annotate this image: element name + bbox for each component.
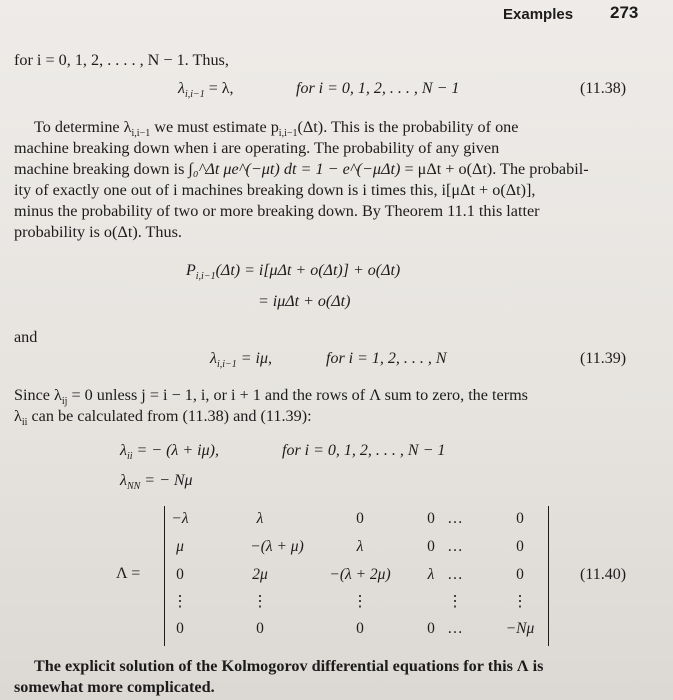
equation-11-38: $\lambda_{i,i-1} = \lambda$, <box>178 80 234 101</box>
equation-number-11-39: (11.39) <box>580 350 627 367</box>
and-word: and <box>14 328 38 346</box>
matrix-cell-r5c4: 0 <box>427 620 435 637</box>
equation-number-11-40: (11.40) <box>580 566 627 583</box>
equation-11-39: $\lambda_{i,i-1} = i\mu$, <box>210 350 273 371</box>
running-header-section: Examples <box>503 6 574 23</box>
closing-line-2: somewhat more complicated. <box>14 678 215 696</box>
matrix-cell-r5c5: … <box>447 620 463 637</box>
matrix-cell-r4c6: ⋮ <box>512 593 528 610</box>
probability-equation-line-2: = iμΔt + o(Δt) <box>258 293 351 310</box>
page-number: 273 <box>610 3 639 22</box>
matrix-cell-r3c5: … <box>447 566 463 583</box>
matrix-cell-r3c4: λ <box>427 566 435 583</box>
matrix-cell-r3c2: 2μ <box>252 566 268 583</box>
matrix-cell-r1c5: … <box>447 510 463 527</box>
matrix-cell-r2c6: 0 <box>516 538 524 555</box>
matrix-cell-r1c2: λ <box>256 510 264 527</box>
paragraph-1-line-5: minus the probability of two or more breaking down. By Theorem 11.1 this latter <box>14 202 540 220</box>
matrix-cell-r3c1: 0 <box>176 566 184 583</box>
paragraph-2-line-1: Since $\lambda_{ij} = 0$ unless j = i − 1, i, or i + 1 and the rows of Λ sum to zero, the terms <box>14 386 528 408</box>
matrix-cell-r1c4: 0 <box>427 510 435 527</box>
paragraph-1-line-3: machine breaking down is ∫₀^Δt μe^(−μt) dt = 1 − e^(−μΔt) = μΔt + o(Δt). The probabil- <box>14 160 589 178</box>
matrix-cell-r4c3: ⋮ <box>352 593 368 610</box>
matrix-cell-r4c1: ⋮ <box>172 593 188 610</box>
matrix-cell-r1c6: 0 <box>516 510 524 527</box>
paragraph-1-line-2: machine breaking down when i are operating. The probability of any given <box>14 139 500 157</box>
matrix-cell-r2c4: 0 <box>427 538 435 555</box>
intro-line: for i = 0, 1, 2, . . . . , N − 1. Thus, <box>14 51 229 69</box>
probability-equation-line-1: $P_{i,i-1}(\Delta t) = i[\mu\Delta t + o(\Delta t)] + o(\Delta t)$ <box>186 262 401 283</box>
matrix-cell-r2c3: λ <box>356 538 364 555</box>
equation-number-11-38: (11.38) <box>580 80 627 97</box>
matrix-cell-r5c1: 0 <box>176 620 184 637</box>
paragraph-2-line-2: $\lambda_{ii}$ can be calculated from (11.38) and (11.39): <box>14 407 312 429</box>
equation-lambda-ii: $\lambda_{ii}$ = − (λ + iμ), <box>120 442 219 463</box>
matrix-cell-r5c3: 0 <box>356 620 364 637</box>
equation-11-38-condition: for i = 0, 1, 2, . . . , N − 1 <box>296 80 460 97</box>
paragraph-1-line-6: probability is o(Δt). Thus. <box>14 223 182 241</box>
matrix-cell-r2c2: −(λ + μ) <box>250 538 304 555</box>
matrix-cell-r4c5: ⋮ <box>447 593 463 610</box>
matrix-cell-r3c3: −(λ + 2μ) <box>329 566 391 583</box>
paragraph-1-line-1: To determine $\lambda_{i,i-1}$ we must estimate $p_{i,i-1}(\Delta t)$. This is the probability of one <box>34 118 519 140</box>
matrix-cell-r3c6: 0 <box>516 566 524 583</box>
matrix-cell-r4c2: ⋮ <box>252 593 268 610</box>
equation-lambda-nn: $\lambda_{NN}$ = − Nμ <box>120 472 193 493</box>
equation-lambda-ii-condition: for i = 0, 1, 2, . . . , N − 1 <box>282 442 446 459</box>
paragraph-1-line-4: ity of exactly one out of i machines breaking down is i times this, i[μΔt + o(Δt)], <box>14 181 536 199</box>
matrix-label: Λ = <box>116 565 141 582</box>
closing-line-1: The explicit solution of the Kolmogorov differential equations for this Λ is <box>34 657 544 675</box>
matrix-cell-r2c1: μ <box>176 538 184 555</box>
matrix-cell-r1c1: −λ <box>171 510 189 527</box>
matrix-cell-r5c6: −Nμ <box>505 620 535 637</box>
matrix-cell-r1c3: 0 <box>356 510 364 527</box>
equation-11-39-condition: for i = 1, 2, . . . , N <box>326 350 447 367</box>
matrix-cell-r2c5: … <box>447 538 463 555</box>
matrix-cell-r5c2: 0 <box>256 620 264 637</box>
